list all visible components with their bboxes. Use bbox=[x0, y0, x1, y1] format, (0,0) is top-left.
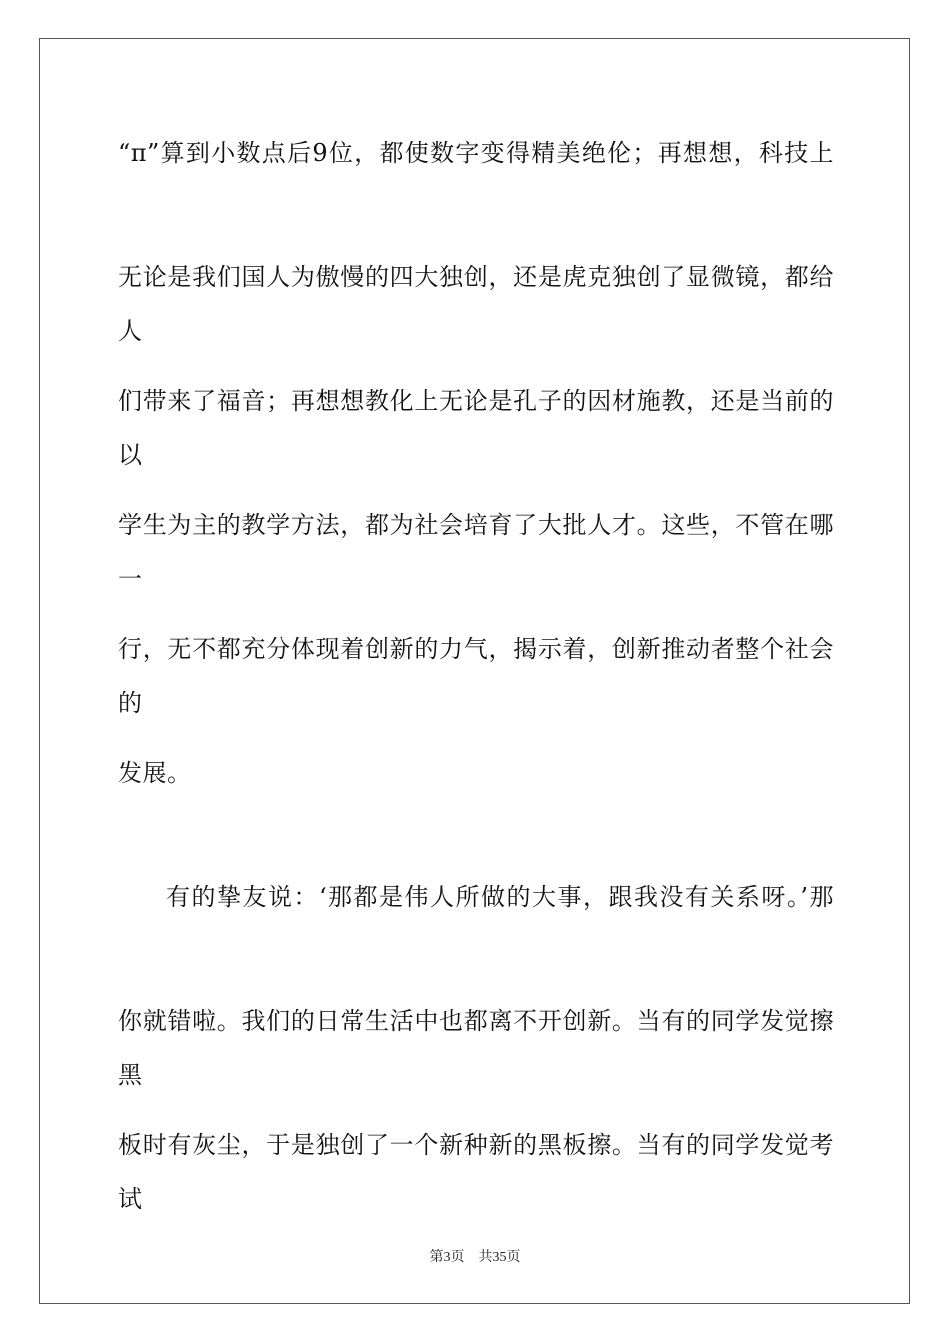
text-line-2: 无论是我们国人为傲慢的四大独创，还是虎克独创了显微镜，都给人 bbox=[118, 263, 834, 345]
text-line-6: 发展。 bbox=[118, 759, 192, 787]
page-footer bbox=[0, 1246, 950, 1266]
text-line-7: 有的挚友说：‘那都是伟人所做的大事，跟我没有关系呀。’那 bbox=[166, 883, 834, 911]
page-number: 第3页 bbox=[429, 1250, 465, 1265]
text-line-4: 学生为主的教学方法，都为社会培育了大批人才。这些，不管在哪一 bbox=[118, 511, 834, 593]
text-line-5: 行，无不都充分体现着创新的力气，揭示着，创新推动者整个社会的 bbox=[118, 635, 834, 717]
page-total: 共35页 bbox=[478, 1250, 521, 1265]
text-line-8: 你就错啦。我们的日常生活中也都离不开创新。当有的同学发觉擦黑 bbox=[118, 1007, 834, 1089]
document-body bbox=[118, 126, 834, 1242]
text-line-9: 板时有灰尘，于是独创了一个新种新的黑板擦。当有的同学发觉考试 bbox=[118, 1131, 834, 1213]
text-line-1: “π”算到小数点后9位，都使数字变得精美绝伦；再想想，科技上 bbox=[118, 139, 834, 167]
text-line-3: 们带来了福音；再想想教化上无论是孔子的因材施教，还是当前的以 bbox=[118, 387, 834, 469]
